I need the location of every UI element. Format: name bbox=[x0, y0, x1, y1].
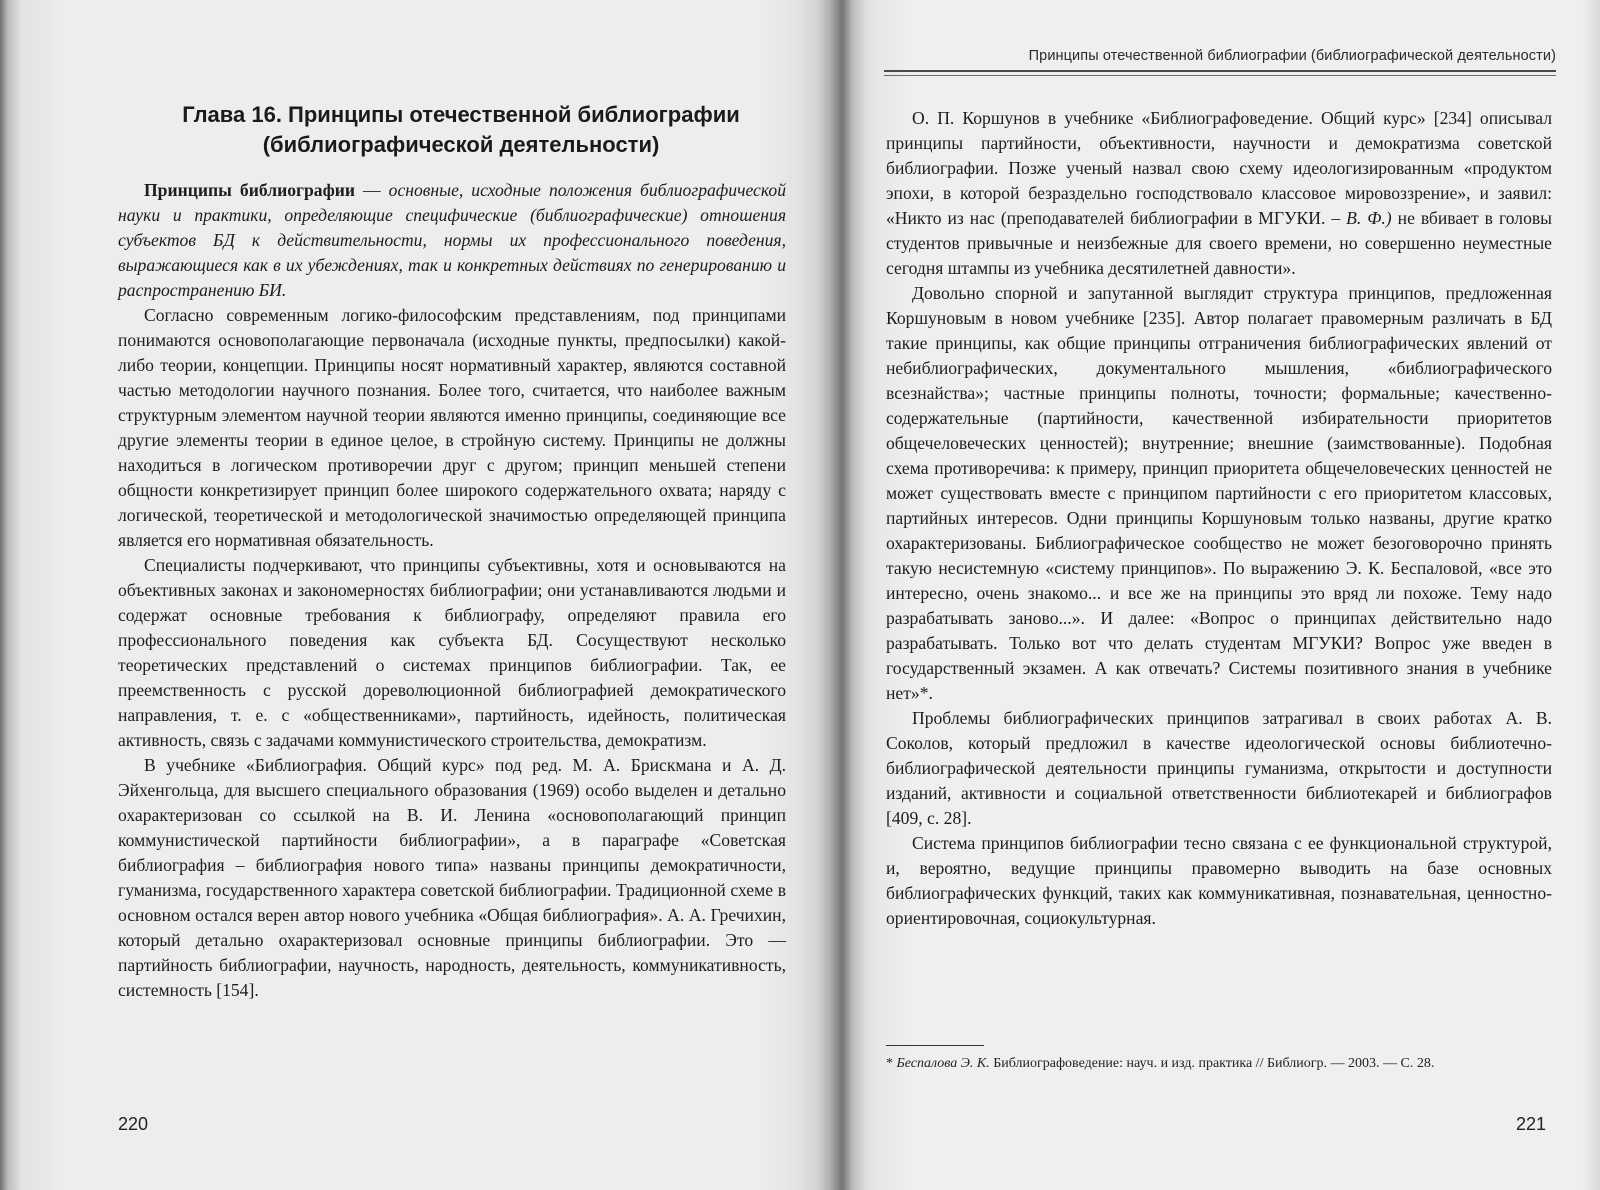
footnote-rule bbox=[886, 1045, 984, 1046]
author-note: В. Ф.) bbox=[1346, 208, 1392, 228]
header-rule bbox=[884, 70, 1556, 72]
page-number-left: 220 bbox=[118, 1114, 149, 1134]
running-head: Принципы отечественной библиографии (библиографической деятельности) bbox=[1028, 48, 1556, 64]
footnote-mark: * bbox=[886, 1056, 897, 1071]
paragraph: Проблемы библиографических принципов затрагивал в своих работах А. В. Соколов, который предложил в качестве идеологической основы библиотечно-библиографической деятельности принципы гуманизма, открытости и доступности изданий, активности и социальной ответственности библиотекарей и библиографов [409, с. 28]. bbox=[886, 708, 1552, 828]
paragraph: Согласно современным логико-философским представлениям, под принципами понимаются основополагающие первоначала (исходные пункты, предпосылки) какой-либо теории, концепции. Принципы носят нормативный характер, являются составной частью методологии научного познания. Более того, считается, что наиболее важным структурным элементом научной теории являются именно принципы, соединяющие все другие элементы теории в единое целое, в стройную систему. Принципы не должны находиться в логическом противоречии друг с другом; принцип меньшей степени общности конкретизирует принцип более широкого содержательного охвата; наряду с логической, теоретической и методологической значимостью определяющей принципа является его нормативная обязательность. bbox=[118, 305, 786, 550]
definition-body: основные, исходные положения библиографической науки и практики, определяющие специфические (библиографические) отношения субъектов БД к действительности, нормы их профессионального поведения, выражающиеся как в их убеждениях, так и конкретных действиях по генерированию и распространению БИ. bbox=[118, 180, 787, 300]
header-rule bbox=[884, 75, 1556, 76]
footnote-author: Беспалова Э. К. bbox=[896, 1056, 990, 1071]
paragraph bbox=[886, 106, 1552, 281]
left-page-text bbox=[118, 178, 786, 1003]
paragraph-text: не вбивает в головы студентов привычные и неизбежные для своего времени, но совершенно неуместные сегодня штампы из учебника десятилетней давности». bbox=[886, 208, 1552, 278]
definition-term: Принципы библиографии bbox=[144, 180, 356, 200]
chapter-title: Глава 16. Принципы отечественной библиографии (библиографической деятельности) bbox=[182, 102, 740, 157]
right-page-text bbox=[886, 106, 1552, 931]
book-gutter bbox=[818, 0, 866, 1190]
footnote-text: Библиографоведение: науч. и изд. практика // Библиогр. — 2003. — С. 28. bbox=[989, 1056, 1435, 1071]
paragraph: Специалисты подчеркивают, что принципы субъективны, хотя и основываются на объективных законах и закономерностях библиографии; они устанавливаются людьми и содержат основные требования к библиографу, определяют правила его профессионального поведения как субъекта БД. Сосуществуют несколько теоретических представлений о системах принципов библиографии. Так, ее преемственность с русской дореволюционной библиографией демократического направления, т. е. с «общественниками», партийность, идейность, политическая активность, связь с задачами коммунистического строительства, демократизм. bbox=[118, 555, 786, 750]
footnote bbox=[886, 1054, 1552, 1073]
definition-paragraph bbox=[118, 178, 786, 303]
page-number-right: 221 bbox=[1516, 1114, 1547, 1134]
paragraph: Довольно спорной и запутанной выглядит структура принципов, предложенная Коршуновым в новом учебнике [235]. Автор полагает правомерным различать в БД такие принципы, как общие принципы отграничения библиографических явлений от небиблиографических, документального мышления, «библиографического всезнайства»; частные принципы полноты, точности; формальные; качественно-содержательные (партийности, качественной избирательности приоритетов общечеловеческих ценностей); внутренние; внешние (заимствованные). Подобная схема противоречива: к примеру, принцип приоритета общечеловеческих ценностей не может существовать вместе с принципом партийности с его приоритетом классовых, партийных интересов. Одни принципы Коршуновым только названы, другие кратко охарактеризованы. Библиографическое сообщество не может безоговорочно принять такую несистемную «систему принципов». По выражению Э. К. Беспаловой, «все это интересно, очень знакомо... и все же на принципы это вряд ли похоже. Тему надо разрабатывать заново...». И далее: «Вопрос о принципах действительно надо разрабатывать. Только вот что делать студентам МГУКИ? Вопрос уже введен в государственный экзамен. А как отвечать? Системы позитивного знания в учебнике нет»*. bbox=[886, 283, 1552, 703]
paragraph: В учебнике «Библиография. Общий курс» под ред. М. А. Брискмана и А. Д. Эйхенгольца, для высшего специального образования (1969) особо выделен и детально охарактеризован со ссылкой на В. И. Ленина «основополагающий принцип коммунистической партийности библиографии», а в параграфе «Советская библиография – библиография нового типа» названы принципы демократичности, гуманизма, государственного характера советской библиографии. Традиционной схеме в основном остался верен автор нового учебника «Общая библиография». А. А. Гречихин, который детально охарактеризовал основные принципы библиографии. Это — партийность библиографии, научность, народность, деятельность, коммуникативность, системность [154]. bbox=[118, 755, 786, 1000]
definition-dash: — bbox=[355, 180, 389, 200]
paragraph-text: О. П. Коршунов в учебнике «Библиографоведение. Общий курс» [234] описывал принципы партийности, объективности, научности и демократизма советской библиографии. Позже ученый назвал свою схему идеологизированным «продуктом эпохи, в которой безраздельно господствовало классовое мировоззрение», и заявил: «Никто из нас (преподавателей библиографии в МГУКИ. – bbox=[886, 108, 1552, 228]
paragraph: Система принципов библиографии тесно связана с ее функциональной структурой, и, вероятно, ведущие принципы правомерно выводить на базе основных библиографических функций, таких как коммуникативная, познавательная, ценностно-ориентировочная, социокультурная. bbox=[886, 833, 1552, 928]
